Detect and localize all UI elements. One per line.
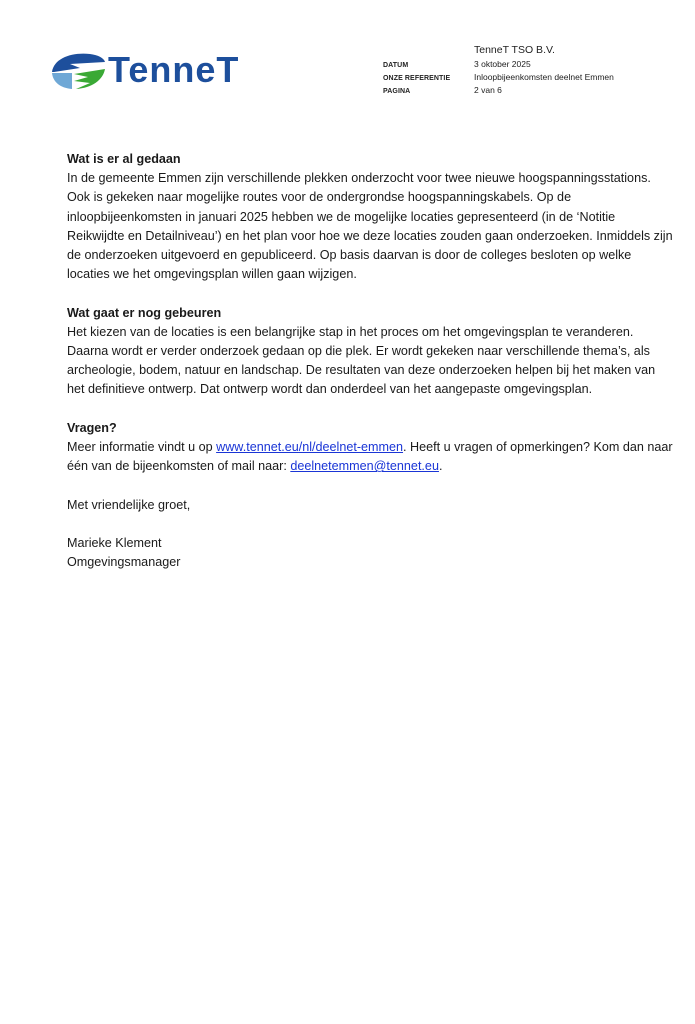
text: Meer informatie vindt u op [67,440,217,455]
text-line: Reikwijdte en Detailniveau’) en het plan voor hoe we deze locaties zouden gaan onderzoeken. Inmiddels zijn [67,228,673,243]
text-line: Daarna wordt er verder onderzoek gedaan op die plek. Er wordt gekeken naar verschillende thema’s, als [67,344,650,359]
logo-wordmark: TenneT [108,49,240,90]
text-line: locaties we het omgevingsplan willen gaan wijzigen. [67,267,357,282]
meta-label: PAGINA [383,88,411,95]
text-line: de onderzoeken uitgevoerd en gepubliceerd. Op basis daarvan is door de colleges besloten op welke [67,248,632,263]
text-line: inloopbijeenkomsten in januari 2025 hebben we de mogelijke locaties gepresenteerd (in de ‘Notitie [67,209,616,224]
text-line: Ook is gekeken naar mogelijke routes voor de ondergrondse hoogspanningskabels. Op de [67,190,572,205]
meta-row-date [383,59,531,70]
text-line [67,457,667,476]
signatory-name: Marieke Klement [67,536,162,550]
meta-label: DATUM [383,62,409,69]
signature [67,534,667,572]
letter-body [67,150,673,572]
section-next [67,304,667,400]
text: . Heeft u vragen of opmerkingen? Kom dan naar [403,440,673,455]
section-paragraph [67,323,667,400]
meta-row-reference [383,72,614,83]
text-line: het definitieve ontwerp. Dat ontwerp wordt dan onderdeel van het aangepaste omgevingsplan. [67,382,593,397]
meta-value: Inloopbijeenkomsten deelnet Emmen [474,72,614,82]
text-line: In de gemeente Emmen zijn verschillende plekken onderzocht voor twee nieuwe hoogspanningsstations. [67,171,651,186]
section-done [67,150,673,284]
meta-value: 3 oktober 2025 [474,59,531,69]
closing-greeting: Met vriendelijke groet, [67,497,191,512]
text-line [67,438,673,457]
meta-row-page [383,85,502,96]
text-line: Het kiezen van de locaties is een belangrijke stap in het proces om het omgevingsplan te veranderen. [67,324,634,339]
email-link[interactable]: deelnetemmen@tennet.eu [290,459,439,474]
section-paragraph [67,438,673,476]
company-name: TenneT TSO B.V. [474,44,555,56]
section-paragraph [67,169,673,284]
section-heading: Wat is er al gedaan [67,152,181,166]
meta-label: ONZE REFERENTIE [383,75,451,82]
section-questions [67,419,673,477]
text-line: archeologie, bodem, natuur en landschap. De resultaten van deze onderzoeken helpen bij het maken van [67,363,656,378]
section-heading: Wat gaat er nog gebeuren [67,305,222,320]
meta-value: 2 van 6 [474,85,502,95]
text: één van de bijeenkomsten of mail naar: [67,459,291,474]
tennet-logo-icon [50,50,106,90]
signatory-title: Omgevingsmanager [67,555,181,570]
section-heading: Vragen? [67,420,117,435]
website-link[interactable]: www.tennet.eu/nl/deelnet-emmen [216,440,404,455]
text: . [438,459,443,474]
tennet-logo [50,50,255,90]
